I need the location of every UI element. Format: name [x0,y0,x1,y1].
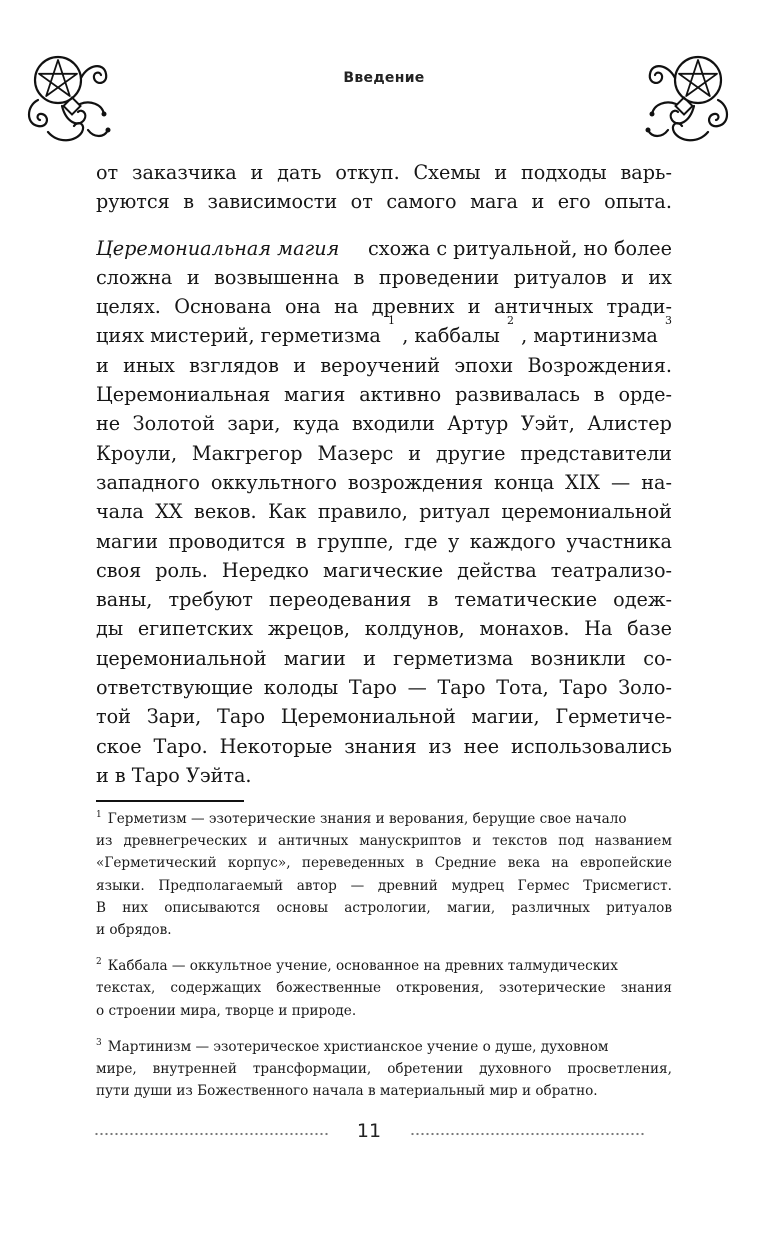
footnote-line [96,808,672,830]
footnote-line-text [96,808,627,830]
footnote-number: 3 [96,1037,102,1048]
text-span: , мартинизма [521,324,658,348]
text-line: Кроули, Макгрегор Мазерс и другие представители [96,441,672,465]
text-line: западного оккультного возрождения конца XIX — на- [96,470,672,494]
text-line: руются в зависимости от самого мага и его опыта. [96,190,672,214]
footnote-line: В них описываются основы астрологии, магии, различных ритуалов [96,899,672,916]
footnote-2 [96,955,672,1022]
footnote-number: 1 [96,810,102,820]
text-line: своя роль. Нередко магические действа театрализо- [96,558,672,582]
footnote-line-lead: Герметизм — эзотерические знания и верования, берущие свое начало [107,811,627,827]
text-line: ды египетских жрецов, колдунов, монахов. На базе [96,617,672,641]
footnote-line-lead: Мартинизм — эзотерическое христианское учение о душе, духовном [107,1038,609,1055]
page-footer [0,1120,768,1150]
text-span: схожа с ритуальной, но более [361,236,672,260]
text-span: циях мистерий, герметизма [96,324,381,348]
footnote-line: и обрядов. [96,921,172,938]
dotted-leader [94,1132,330,1136]
text-line: ответствующие колоды Таро — Таро Тота, Таро Золо- [96,676,672,700]
footnote-line-lead: Каббала — оккультное учение, основанное на древних талмудических [107,958,618,975]
text-line: чала XX веков. Как правило, ритуал церемониальной [96,500,672,524]
footnote-line [96,1036,672,1058]
dotted-leader [410,1132,646,1136]
text-line: Церемониальная магия активно развивалась в орде- [96,383,672,407]
footnote-line: о строении мира, творце и природе. [96,1002,357,1019]
text-line: и иных взглядов и вероучений эпохи Возрождения. [96,353,672,377]
footnote-1 [96,808,672,941]
text-line: ское Таро. Некоторые знания из нее использовались [96,734,672,758]
pentacle-ornament-icon [628,44,738,148]
text-span: , каббалы [402,324,500,348]
footnote-line-text [96,1036,608,1058]
footnotes [96,808,672,1116]
footnote-line: пути души из Божественного начала в материальный мир и обратно. [96,1083,598,1100]
running-title: Введение [343,70,425,86]
text-line [96,234,672,263]
page-number: 11 [356,1120,382,1142]
text-line: от заказчика и дать откуп. Схемы и подходы варь- [96,161,672,184]
text-line: магии проводится в группе, где у каждого участника [96,529,672,553]
text-line [96,314,672,350]
text-line: церемониальной магии и герметизма возникли со- [96,646,672,670]
footnote-3 [96,1036,672,1103]
text-line: и в Таро Уэйта. [96,763,252,787]
footnote-ref: 1 [388,314,396,328]
footnote-line: из древнегреческих и античных манускриптов и текстов под названием [96,833,672,850]
text-line: целях. Основана она на древних и античных тради- [96,295,672,319]
text-line: сложна и возвышенна в проведении ритуалов и их [96,265,672,289]
footnote-ref: 3 [665,314,672,328]
text-line: ваны, требуют переодевания в тематические одеж- [96,588,672,612]
footnote-number: 2 [96,957,102,968]
body-text [96,158,672,790]
footnote-line: текстах, содержащих божественные откровения, эзотерические знания [96,980,672,997]
pentacle-ornament-icon [18,44,128,148]
footnote-ref: 2 [507,314,514,328]
footnote-line: мире, внутренней трансформации, обретении духовного просветления, [96,1060,672,1077]
italic-term: Церемониальная магия [96,236,340,260]
text-line: не Золотой зари, куда входили Артур Уэйт, Алистер [96,412,672,436]
footnote-line: языки. Предполагаемый автор — древний мудрец Гермес Трисмегист. [96,877,672,894]
footnote-line [96,955,672,977]
footnote-line: «Герметический корпус», переведенных в Средние века на европейские [96,855,672,872]
footnote-separator [96,800,244,802]
text-line: той Зари, Таро Церемониальной магии, Герметиче- [96,705,672,729]
footnote-line-text [96,955,618,977]
